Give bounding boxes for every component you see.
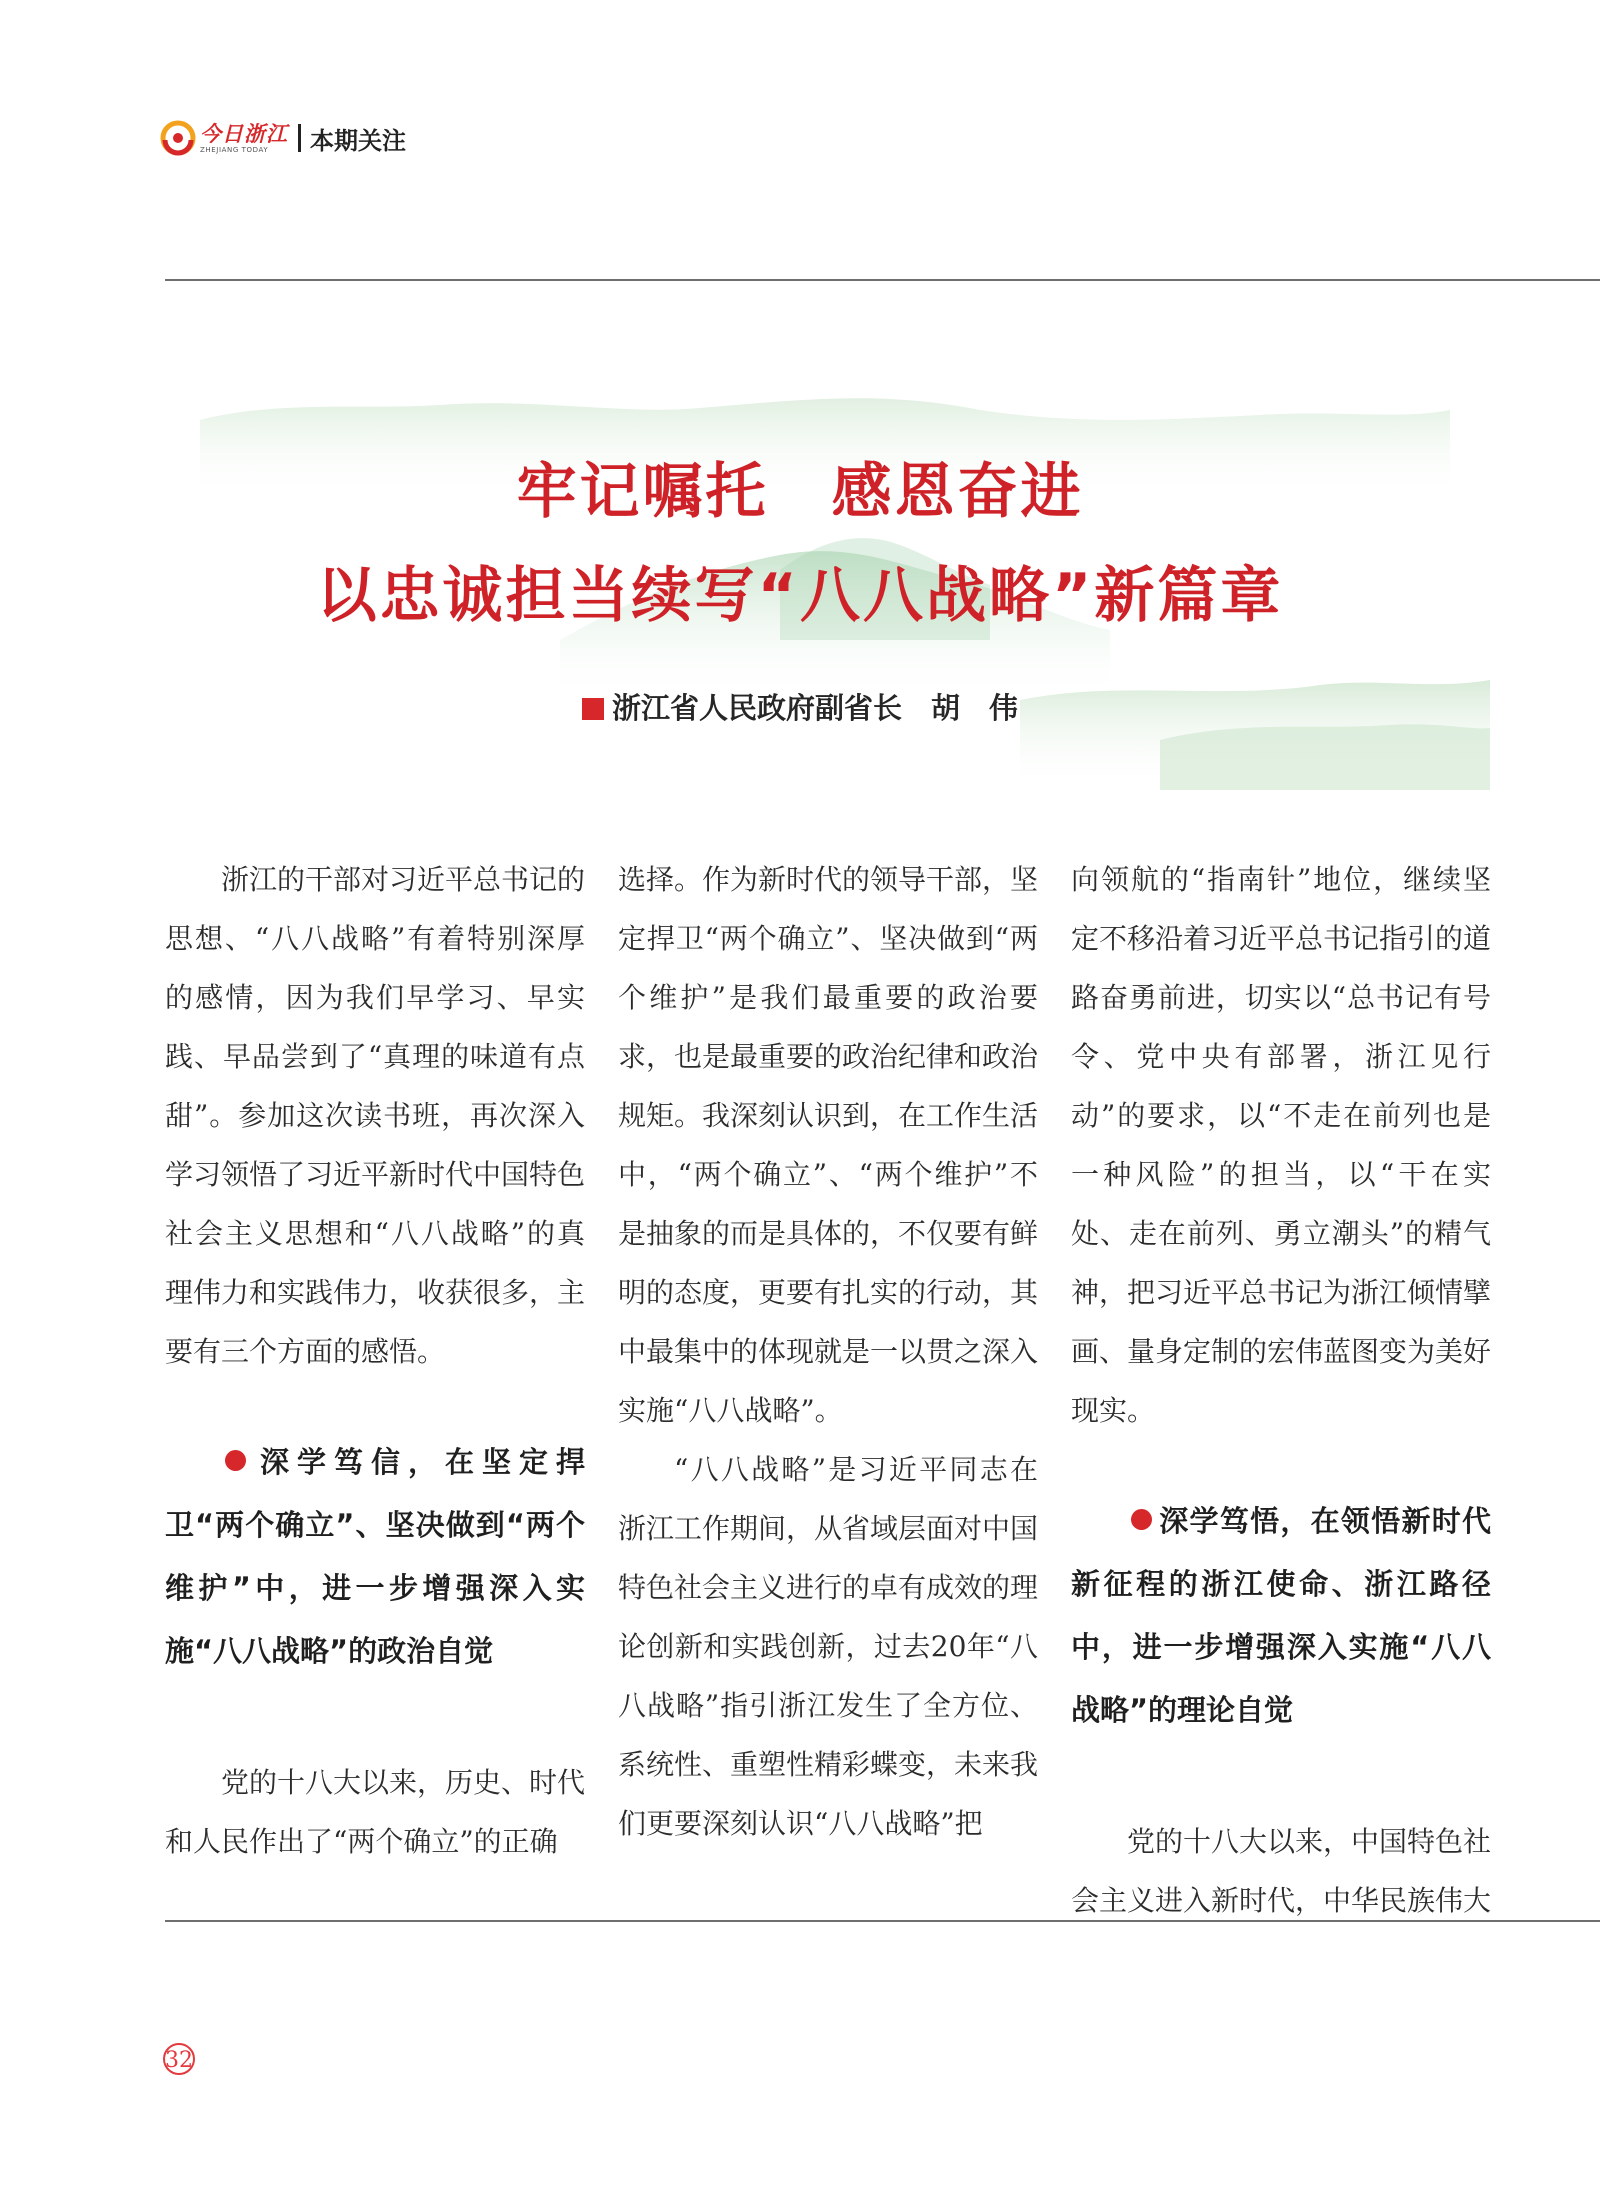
header-divider	[298, 124, 301, 152]
section-label: 本期关注	[310, 126, 406, 155]
text-column-2	[618, 850, 1038, 1853]
top-rule	[165, 279, 1600, 281]
article-title-line-2: 以忠诚担当续写“八八战略”新篇章	[316, 561, 1284, 631]
section-heading-text: 深学笃悟，在领悟新时代新征程的浙江使命、浙江路径中，进一步增强深入实施“八八战略”的理论自觉	[1071, 1504, 1491, 1727]
red-dot-icon	[1131, 1509, 1152, 1530]
logo-chinese-text: 今日浙江	[200, 120, 288, 146]
body-paragraph: 选择。作为新时代的领导干部，坚定捍卫“两个确立”、坚决做到“两个维护”是我们最重要的政治要求，也是最重要的政治纪律和政治规矩。我深刻认识到，在工作生活中，“两个确立”、“两个维护”不是抽象的而是具体的，不仅要有鲜明的态度，更要有扎实的行动，其中最集中的体现就是一以贯之深入实施“八八战略”。	[618, 863, 1039, 1427]
body-paragraph: 党的十八大以来，历史、时代和人民作出了“两个确立”的正确	[165, 1766, 586, 1858]
body-paragraph: “八八战略”是习近平同志在浙江工作期间，从省域层面对中国特色社会主义进行的卓有成效的理论创新和实践创新，过去20年“八八战略”指引浙江发生了全方位、系统性、重塑性精彩蝶变，未来我们更要深刻认识“八八战略”把	[618, 1453, 1039, 1840]
article-byline	[0, 686, 1600, 727]
byline-text: 浙江省人民政府副省长 胡 伟	[611, 691, 1018, 725]
body-paragraph: 浙江的干部对习近平总书记的思想、“八八战略”有着特别深厚的感情，因为我们早学习、早实践、早品尝到了“真理的味道有点甜”。参加这次读书班，再次深入学习领悟了习近平新时代中国特色社会主义思想和“八八战略”的真理伟力和实践伟力，收获很多，主要有三个方面的感悟。	[165, 863, 586, 1368]
red-dot-icon	[225, 1450, 246, 1471]
body-paragraph: 向领航的“指南针”地位，继续坚定不移沿着习近平总书记指引的道路奋勇前进，切实以“总书记有号令、党中央有部署，浙江见行动”的要求，以“不走在前列也是一种风险”的担当，以“干在实处、走在前列、勇立潮头”的精气神，把习近平总书记为浙江倾情擘画、量身定制的宏伟蓝图变为美好现实。	[1071, 863, 1492, 1427]
section-heading-1	[165, 1431, 585, 1683]
article-title-line-1: 牢记嘱托 感恩奋进	[516, 457, 1084, 527]
sun-logo-icon	[160, 120, 196, 156]
section-heading-text: 深学笃信，在坚定捍卫“两个确立”、坚决做到“两个维护”中，进一步增强深入实施“八八战略”的政治自觉	[165, 1445, 585, 1668]
bottom-rule	[165, 1920, 1600, 1922]
magazine-logo	[160, 120, 288, 156]
text-column-1	[165, 850, 585, 1871]
page-number: 32	[163, 2043, 195, 2075]
section-heading-2	[1071, 1490, 1491, 1742]
logo-english-text: ZHEJIANG TODAY	[200, 145, 269, 154]
body-paragraph: 党的十八大以来，中国特色社会主义进入新时代，中华民族伟大	[1071, 1825, 1492, 1917]
red-square-icon	[582, 698, 604, 720]
magazine-header	[160, 118, 406, 158]
text-column-3	[1071, 850, 1491, 1930]
